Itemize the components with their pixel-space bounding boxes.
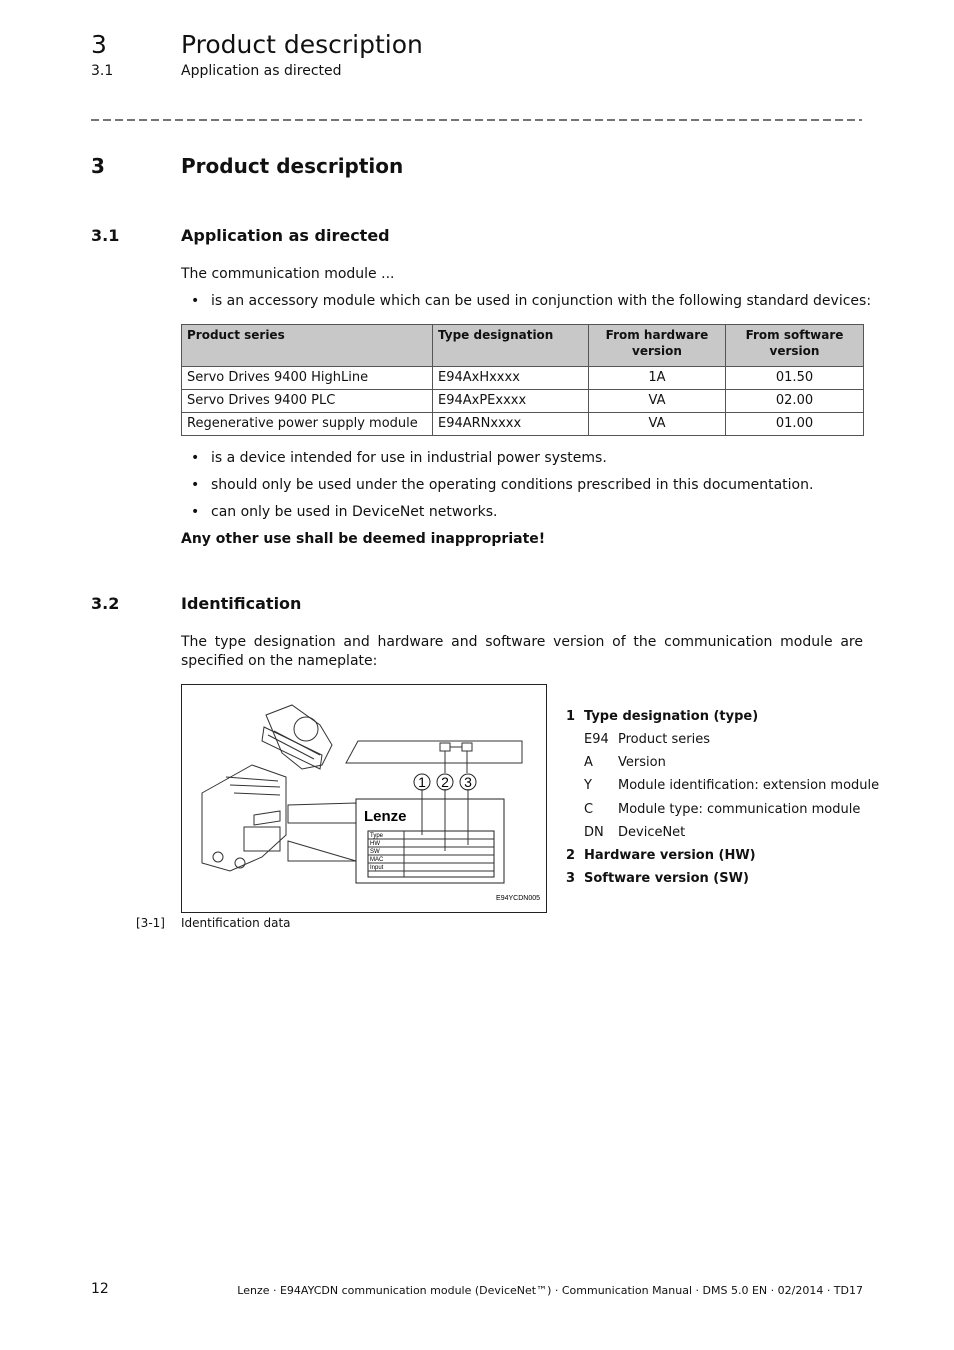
plate-label-input: Input	[370, 865, 384, 871]
figure-caption-number: [3-1]	[136, 916, 165, 930]
table-cell: E94ARNxxxx	[433, 413, 589, 436]
chapter-number: 3	[91, 154, 105, 178]
header-dashed-rule	[91, 118, 862, 122]
header-chapter-title: Product description	[181, 30, 423, 59]
nameplate-illustration	[182, 685, 546, 912]
section-3-1-title: Application as directed	[181, 226, 390, 245]
nameplate-figure	[181, 684, 547, 913]
table-header: Type designation	[433, 325, 589, 367]
bullet-dot: •	[191, 504, 200, 520]
callout-3: 3	[464, 774, 472, 790]
legend-code-desc: Product series	[618, 732, 710, 747]
plate-label-mac: MAC	[370, 857, 384, 863]
plate-label-type: Type	[370, 833, 384, 839]
legend-item-3-number: 3	[566, 871, 576, 886]
identification-paragraph: The type designation and hardware and software version of the communication module are specified on the nameplate:	[181, 634, 863, 669]
legend-code-desc: DeviceNet	[618, 825, 686, 840]
figure-image-code: E94YCDN005	[496, 895, 540, 902]
table-cell: E94AxPExxxx	[433, 390, 589, 413]
table-header: Product series	[182, 325, 433, 367]
legend-item-3-title: Software version (SW)	[584, 871, 749, 886]
table-row	[182, 413, 864, 436]
legend-code-desc: Module type: communication module	[618, 802, 861, 817]
bullet-item	[191, 449, 607, 467]
figure-caption-text: Identification data	[181, 916, 291, 930]
nameplate-brand: Lenze	[364, 808, 407, 825]
section-3-2-title: Identification	[181, 594, 302, 613]
bullet-dot: •	[191, 477, 200, 493]
table-cell: 01.00	[726, 413, 864, 436]
table-cell: 1A	[589, 367, 726, 390]
legend-item-1-title: Type designation (type)	[584, 709, 759, 724]
legend-item-1-number: 1	[566, 709, 576, 724]
bullet-item	[191, 503, 498, 521]
table-row	[182, 367, 864, 390]
table-cell: VA	[589, 413, 726, 436]
intro-text: The communication module ...	[181, 266, 395, 282]
table-cell: 01.50	[726, 367, 864, 390]
plate-label-sw: SW	[370, 849, 380, 855]
legend-code: DN	[584, 825, 604, 840]
callout-2: 2	[441, 774, 449, 790]
legend-code-desc: Module identification: extension module	[618, 778, 880, 793]
legend-code: C	[584, 802, 594, 817]
section-3-1-number: 3.1	[91, 226, 120, 245]
bullet-dot: •	[191, 293, 200, 309]
legend-code: E94	[584, 732, 609, 747]
legend-item-2-number: 2	[566, 848, 576, 863]
page-number: 12	[91, 1281, 109, 1297]
table-cell: VA	[589, 390, 726, 413]
table-row	[182, 390, 864, 413]
section-3-2-number: 3.2	[91, 594, 120, 613]
table-cell: 02.00	[726, 390, 864, 413]
table-cell: E94AxHxxxx	[433, 367, 589, 390]
callout-1: 1	[418, 774, 426, 790]
bullet-text: should only be used under the operating conditions prescribed in this documentation.	[211, 477, 814, 493]
bullet-text: can only be used in DeviceNet networks.	[211, 504, 498, 520]
inappropriate-use-note: Any other use shall be deemed inappropriate!	[181, 531, 546, 547]
footer-document-info: Lenze · E94AYCDN communication module (DeviceNet™) · Communication Manual · DMS 5.0 EN · 02/2014 · TD17	[237, 1284, 863, 1297]
legend-code: Y	[584, 778, 592, 793]
table-header: From hardware version	[589, 325, 726, 367]
table-cell: Regenerative power supply module	[182, 413, 433, 436]
header-section-title: Application as directed	[181, 63, 342, 79]
header-section-number: 3.1	[91, 63, 114, 79]
bullet-text: is an accessory module which can be used in conjunction with the following standard devices:	[211, 293, 872, 309]
legend-code-desc: Version	[618, 755, 666, 770]
legend-item-2-title: Hardware version (HW)	[584, 848, 756, 863]
legend-code: A	[584, 755, 593, 770]
table-header-row	[182, 325, 864, 367]
bullet-dot: •	[191, 450, 200, 466]
table-cell: Servo Drives 9400 HighLine	[182, 367, 433, 390]
chapter-title: Product description	[181, 154, 404, 178]
bullet-text: is a device intended for use in industrial power systems.	[211, 450, 607, 466]
bullet-item	[191, 476, 814, 494]
devices-table	[181, 324, 864, 436]
table-cell: Servo Drives 9400 PLC	[182, 390, 433, 413]
table-header: From software version	[726, 325, 864, 367]
plate-label-hw: HW	[370, 841, 380, 847]
bullet-item	[191, 292, 872, 310]
header-chapter-number: 3	[91, 30, 107, 59]
